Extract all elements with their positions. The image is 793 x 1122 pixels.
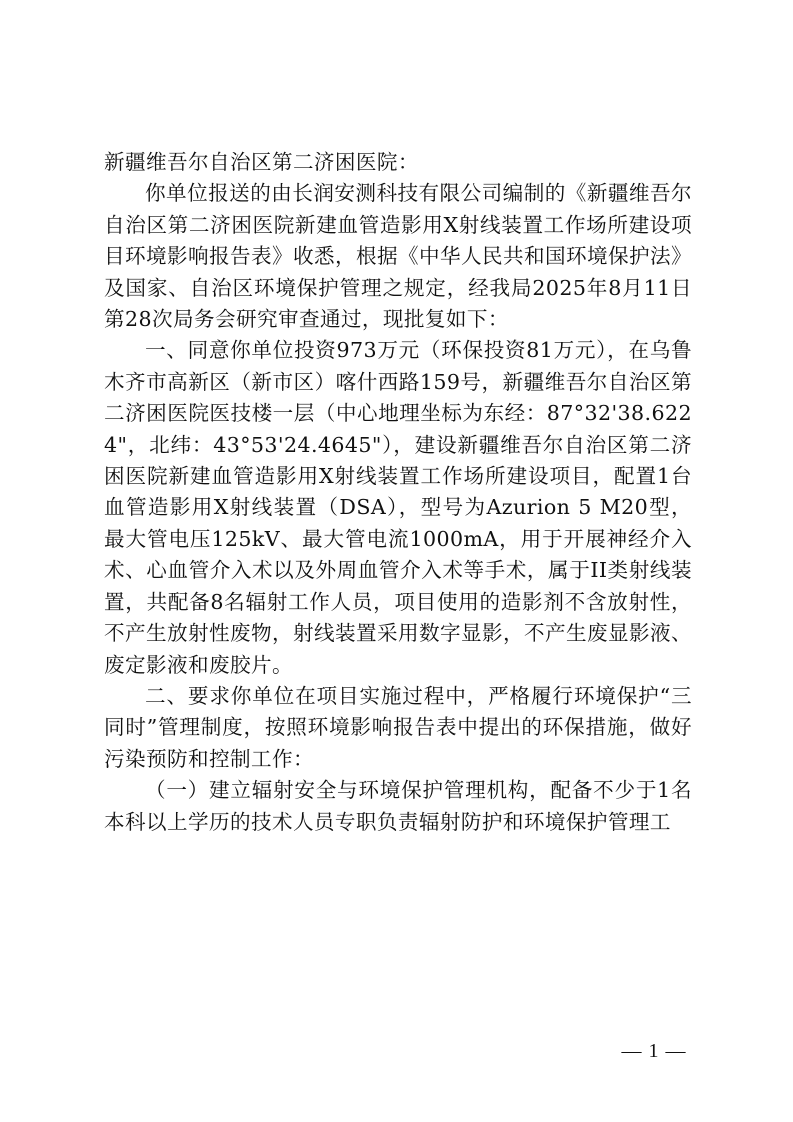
approval-item-two: 二、要求你单位在项目实施过程中，严格履行环境保护“三同时”管理制度，按照环境影响报告表中提出的环保措施，做好污染预防和控制工作： [104,683,692,771]
addressee: 新疆维吾尔自治区第二济困医院： [104,150,419,174]
approval-item-one: 一、同意你单位投资973万元（环保投资81万元），在乌鲁木齐市高新区（新市区）喀什西路159号，新疆维吾尔自治区第二济困医院医技楼一层（中心地理坐标为东经：87°32'38.6224"，北纬：43°53'24.4645"），建设新疆维吾尔自治区第二济困医院新建血管造影用X射线装置工作场所建设项目，配置1台血管造影用X射线装置（DSA），型号为Azurion 5 M20型，最大管电压125kV、最大管电流1000mA，用于开展神经介入术、心血管介入术以及外周血管介入术等手术，属于II类射线装置，共配备8名辐射工作人员，项目使用的造影剂不含放射性，不产生放射性废物，射线装置采用数字显影，不产生废显影液、废定影液和废胶片。 [104,338,692,677]
requirement-item-one: （一）建立辐射安全与环境保护管理机构，配备不少于1名本科以上学历的技术人员专职负责辐射防护和环境保护管理工 [104,778,692,834]
document-body [104,147,692,838]
intro-paragraph: 你单位报送的由长润安测科技有限公司编制的《新疆维吾尔自治区第二济困医院新建血管造影用X射线装置工作场所建设项目环境影响报告表》收悉，根据《中华人民共和国环境保护法》及国家、自治区环境保护管理之规定，经我局2025年8月11日第28次局务会研究审查通过，现批复如下： [104,181,692,332]
page-number: — 1 — [621,1040,687,1062]
